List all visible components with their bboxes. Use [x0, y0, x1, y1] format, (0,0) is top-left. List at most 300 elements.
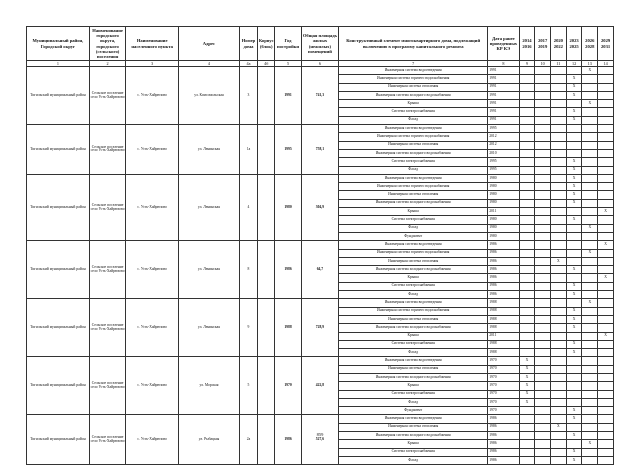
period-mark-cell — [598, 125, 614, 133]
header-house: Номер дома — [239, 27, 257, 61]
address-cell: ул. Ленинская — [179, 125, 240, 175]
period-mark-cell — [598, 315, 614, 323]
period-mark-cell — [535, 307, 551, 315]
period-mark-cell — [551, 116, 567, 124]
header-district: Муниципальный район, Городской округ — [27, 27, 90, 61]
period-mark-cell: X — [566, 116, 582, 124]
period-mark-cell — [519, 174, 535, 182]
period-mark-cell — [582, 232, 598, 240]
area-cell: 741,3 — [301, 67, 339, 125]
period-mark-cell — [582, 91, 598, 99]
period-mark-cell — [519, 282, 535, 290]
period-mark-cell — [598, 75, 614, 83]
district-cell: Тигильский муниципальный район — [27, 415, 90, 465]
period-mark-cell — [551, 83, 567, 91]
period-mark-cell — [535, 332, 551, 340]
period-mark-cell — [551, 141, 567, 149]
element-cell: Инженерная система водоотведения — [339, 241, 488, 249]
element-cell: Инженерная система отопления — [339, 315, 488, 323]
period-mark-cell — [598, 390, 614, 398]
header-row — [27, 27, 614, 61]
repair-date-cell: 2012 — [488, 141, 519, 149]
period-mark-cell — [551, 340, 567, 348]
column-number: 4 — [179, 61, 240, 67]
period-mark-cell — [598, 249, 614, 257]
repair-date-cell: 1986 — [488, 440, 519, 448]
period-mark-cell — [535, 291, 551, 299]
column-number: 3 — [126, 61, 179, 67]
period-mark-cell — [535, 125, 551, 133]
period-mark-cell — [566, 390, 582, 398]
period-mark-cell — [598, 199, 614, 207]
period-mark-cell — [566, 257, 582, 265]
period-mark-cell — [551, 282, 567, 290]
period-mark-cell — [582, 274, 598, 282]
period-mark-cell: X — [566, 291, 582, 299]
period-mark-cell — [566, 440, 582, 448]
element-cell: Крыша — [339, 440, 488, 448]
period-mark-cell: X — [566, 324, 582, 332]
repair-date-cell: 2011 — [488, 208, 519, 216]
period-mark-cell — [519, 149, 535, 157]
house-group — [27, 67, 614, 125]
repair-date-cell: 1970 — [488, 398, 519, 406]
period-mark-cell — [566, 382, 582, 390]
period-mark-cell — [598, 415, 614, 423]
column-number: 6 — [301, 61, 339, 67]
period-mark-cell: X — [566, 349, 582, 357]
repair-date-cell: 1991 — [488, 67, 519, 75]
period-mark-cell — [535, 407, 551, 415]
period-mark-cell — [535, 174, 551, 182]
period-mark-cell — [566, 232, 582, 240]
period-mark-cell — [566, 208, 582, 216]
period-mark-cell — [598, 307, 614, 315]
settlement-cell: Сельское поселение село Усть-Хайрюзово — [89, 241, 125, 299]
period-mark-cell — [551, 315, 567, 323]
element-cell: Система электроснабжения — [339, 282, 488, 290]
period-mark-cell — [551, 100, 567, 108]
column-number: 4а — [239, 61, 257, 67]
element-cell: Инженерная система горячего водоснабжения — [339, 133, 488, 141]
locality-cell: с. Усть-Хайрюзово — [126, 241, 179, 299]
repair-date-cell: 1970 — [488, 357, 519, 365]
period-mark-cell: X — [582, 299, 598, 307]
period-mark-cell — [551, 382, 567, 390]
period-mark-cell — [582, 183, 598, 191]
period-mark-cell — [582, 158, 598, 166]
header-period: 2029 2031 — [598, 27, 614, 61]
period-mark-cell — [535, 440, 551, 448]
period-mark-cell — [551, 125, 567, 133]
element-cell: Система электроснабжения — [339, 390, 488, 398]
period-mark-cell — [519, 340, 535, 348]
district-cell: Тигильский муниципальный район — [27, 67, 90, 125]
period-mark-cell: X — [566, 191, 582, 199]
period-mark-cell — [535, 116, 551, 124]
house-group — [27, 357, 614, 415]
period-mark-cell — [598, 108, 614, 116]
period-mark-cell — [551, 266, 567, 274]
period-mark-cell: X — [566, 307, 582, 315]
address-cell: ул. Комсомольская — [179, 67, 240, 125]
period-mark-cell — [551, 149, 567, 157]
period-mark-cell — [566, 398, 582, 406]
building-cell — [258, 125, 275, 175]
period-mark-cell — [582, 174, 598, 182]
period-mark-cell — [598, 232, 614, 240]
repair-date-cell: 1988 — [488, 340, 519, 348]
period-mark-cell: X — [566, 108, 582, 116]
period-mark-cell — [551, 407, 567, 415]
period-mark-cell — [582, 208, 598, 216]
period-mark-cell — [582, 332, 598, 340]
period-mark-cell — [519, 456, 535, 464]
period-mark-cell: X — [566, 266, 582, 274]
locality-cell: с. Усть-Хайрюзово — [126, 125, 179, 175]
period-mark-cell — [535, 382, 551, 390]
period-mark-cell — [582, 315, 598, 323]
period-mark-cell — [535, 75, 551, 83]
table-row — [27, 241, 614, 249]
period-mark-cell — [551, 365, 567, 373]
repair-date-cell: 1995 — [488, 158, 519, 166]
house-group — [27, 174, 614, 240]
period-mark-cell — [551, 373, 567, 381]
settlement-cell: Сельское поселение село Усть-Хайрюзово — [89, 67, 125, 125]
period-mark-cell — [582, 216, 598, 224]
column-number: 12 — [566, 61, 582, 67]
header-area: Общая площадь жилых (нежилых) помещений — [301, 27, 339, 61]
period-mark-cell — [566, 373, 582, 381]
address-cell: ул. Рыбацкая — [179, 415, 240, 465]
house-number-cell: 5 — [239, 357, 257, 415]
building-cell — [258, 415, 275, 465]
period-mark-cell — [551, 166, 567, 174]
period-mark-cell — [582, 407, 598, 415]
column-number: 8 — [488, 61, 519, 67]
period-mark-cell — [582, 415, 598, 423]
period-mark-cell: X — [566, 91, 582, 99]
building-cell — [258, 357, 275, 415]
repair-date-cell: 1991 — [488, 116, 519, 124]
period-mark-cell — [582, 149, 598, 157]
column-number: 5 — [275, 61, 301, 67]
element-cell: Инженерная система холодного водоснабжения — [339, 432, 488, 440]
period-mark-cell — [582, 365, 598, 373]
header-period: 2017 2019 — [535, 27, 551, 61]
period-mark-cell — [519, 199, 535, 207]
period-mark-cell — [566, 332, 582, 340]
period-mark-cell — [535, 158, 551, 166]
period-mark-cell: X — [582, 100, 598, 108]
period-mark-cell — [582, 291, 598, 299]
area-cell: 758,1 — [301, 125, 339, 175]
period-mark-cell — [566, 274, 582, 282]
period-mark-cell: X — [519, 373, 535, 381]
period-mark-cell: X — [566, 75, 582, 83]
period-mark-cell — [535, 249, 551, 257]
period-mark-cell — [551, 299, 567, 307]
house-group — [27, 125, 614, 175]
period-mark-cell — [598, 67, 614, 75]
period-mark-cell — [582, 324, 598, 332]
period-mark-cell: X — [566, 216, 582, 224]
period-mark-cell — [551, 456, 567, 464]
district-cell: Тигильский муниципальный район — [27, 241, 90, 299]
repair-date-cell: 1986 — [488, 249, 519, 257]
period-mark-cell: X — [566, 448, 582, 456]
period-mark-cell — [535, 274, 551, 282]
period-mark-cell — [519, 133, 535, 141]
period-mark-cell — [582, 456, 598, 464]
period-mark-cell — [535, 91, 551, 99]
period-mark-cell — [551, 357, 567, 365]
period-mark-cell — [535, 224, 551, 232]
period-mark-cell — [598, 365, 614, 373]
period-mark-cell — [598, 257, 614, 265]
period-mark-cell: X — [519, 382, 535, 390]
element-cell: Инженерная система отопления — [339, 423, 488, 431]
period-mark-cell — [598, 291, 614, 299]
repair-date-cell: 1991 — [488, 108, 519, 116]
period-mark-cell: X — [566, 83, 582, 91]
period-mark-cell — [535, 241, 551, 249]
period-mark-cell — [598, 141, 614, 149]
period-mark-cell — [519, 315, 535, 323]
period-mark-cell — [535, 257, 551, 265]
locality-cell: с. Усть-Хайрюзово — [126, 299, 179, 357]
district-cell: Тигильский муниципальный район — [27, 357, 90, 415]
repair-date-cell: 1988 — [488, 299, 519, 307]
period-mark-cell — [535, 415, 551, 423]
element-cell: Крыша — [339, 382, 488, 390]
period-mark-cell — [566, 149, 582, 157]
table-row — [27, 415, 614, 423]
period-mark-cell — [519, 423, 535, 431]
repair-date-cell: 1970 — [488, 382, 519, 390]
built-year-cell: 1986 — [275, 415, 301, 465]
element-cell: Фундамент — [339, 407, 488, 415]
period-mark-cell — [598, 158, 614, 166]
period-mark-cell — [582, 133, 598, 141]
period-mark-cell: X — [582, 224, 598, 232]
period-mark-cell — [551, 75, 567, 83]
period-mark-cell — [598, 448, 614, 456]
period-mark-cell — [551, 91, 567, 99]
period-mark-cell — [582, 448, 598, 456]
period-mark-cell — [535, 166, 551, 174]
district-cell: Тигильский муниципальный район — [27, 299, 90, 357]
element-cell: Фасад — [339, 349, 488, 357]
built-year-cell: 1970 — [275, 357, 301, 415]
period-mark-cell: X — [598, 208, 614, 216]
built-year-cell: 1988 — [275, 299, 301, 357]
repair-date-cell: 1986 — [488, 423, 519, 431]
period-mark-cell — [535, 149, 551, 157]
period-mark-cell: X — [566, 315, 582, 323]
period-mark-cell — [598, 91, 614, 99]
period-mark-cell — [519, 232, 535, 240]
header-built-year: Год постройки — [275, 27, 301, 61]
period-mark-cell — [598, 373, 614, 381]
period-mark-cell — [566, 100, 582, 108]
element-cell: Инженерная система горячего водоснабжения — [339, 75, 488, 83]
period-mark-cell — [535, 100, 551, 108]
repair-date-cell: 1986 — [488, 241, 519, 249]
area-cell: 527,6 — [301, 415, 339, 465]
repair-date-cell: 1995 — [488, 166, 519, 174]
element-cell: Инженерная система отопления — [339, 191, 488, 199]
element-cell: Фасад — [339, 166, 488, 174]
period-mark-cell: X — [519, 365, 535, 373]
element-cell: Инженерная система водоотведения — [339, 357, 488, 365]
period-mark-cell — [519, 108, 535, 116]
element-cell: Инженерная система водоотведения — [339, 415, 488, 423]
element-cell: Инженерная система холодного водоснабжения — [339, 149, 488, 157]
element-cell: Инженерная система горячего водоснабжения — [339, 183, 488, 191]
settlement-cell: Сельское поселение село Усть-Хайрюзово — [89, 174, 125, 240]
period-mark-cell — [582, 282, 598, 290]
period-mark-cell — [598, 456, 614, 464]
period-mark-cell — [551, 291, 567, 299]
repair-date-cell: 1980 — [488, 216, 519, 224]
period-mark-cell — [566, 365, 582, 373]
period-mark-cell — [598, 324, 614, 332]
repair-date-cell: 2010 — [488, 149, 519, 157]
repair-date-cell: 1991 — [488, 100, 519, 108]
period-mark-cell — [551, 390, 567, 398]
header-period: 2023 2025 — [566, 27, 582, 61]
document-sheet — [26, 26, 614, 465]
element-cell: Фасад — [339, 224, 488, 232]
table-row — [27, 67, 614, 75]
period-mark-cell — [598, 116, 614, 124]
building-cell — [258, 174, 275, 240]
repair-date-cell: 1970 — [488, 365, 519, 373]
district-cell: Тигильский муниципальный район — [27, 174, 90, 240]
element-cell: Крыша — [339, 208, 488, 216]
period-mark-cell — [535, 108, 551, 116]
header-address: Адрес — [179, 27, 240, 61]
period-mark-cell — [535, 191, 551, 199]
header-element: Конструктивный элемент многоквартирного дома, подлежащий включению в программу капитального ремонта — [339, 27, 488, 61]
house-number-cell: 9 — [239, 299, 257, 357]
element-cell: Крыша — [339, 100, 488, 108]
period-mark-cell — [582, 166, 598, 174]
period-mark-cell — [582, 257, 598, 265]
element-cell: Инженерная система отопления — [339, 141, 488, 149]
period-mark-cell — [551, 183, 567, 191]
period-mark-cell — [535, 282, 551, 290]
header-period: 2014 2016 — [519, 27, 535, 61]
house-number-cell: 4 — [239, 174, 257, 240]
period-mark-cell — [582, 349, 598, 357]
header-period: 2020 2022 — [551, 27, 567, 61]
period-mark-cell: X — [582, 440, 598, 448]
period-mark-cell — [598, 133, 614, 141]
period-mark-cell — [519, 125, 535, 133]
house-group — [27, 415, 614, 465]
period-mark-cell — [598, 440, 614, 448]
period-mark-cell — [551, 199, 567, 207]
period-mark-cell — [582, 116, 598, 124]
period-mark-cell — [519, 291, 535, 299]
period-mark-cell — [535, 324, 551, 332]
address-cell: ул. Ленинская — [179, 241, 240, 299]
built-year-cell: 1980 — [275, 174, 301, 240]
built-year-cell: 1986 — [275, 241, 301, 299]
repair-date-cell: 1980 — [488, 183, 519, 191]
locality-cell: с. Усть-Хайрюзово — [126, 67, 179, 125]
period-mark-cell — [519, 100, 535, 108]
period-mark-cell — [519, 67, 535, 75]
built-year-cell: 1995 — [275, 125, 301, 175]
element-cell: Инженерная система отопления — [339, 365, 488, 373]
repair-date-cell: 1991 — [488, 83, 519, 91]
period-mark-cell — [535, 141, 551, 149]
district-cell: Тигильский муниципальный район — [27, 125, 90, 175]
period-mark-cell — [582, 398, 598, 406]
period-mark-cell: X — [519, 398, 535, 406]
period-mark-cell — [551, 332, 567, 340]
column-number: 9 — [519, 61, 535, 67]
repair-date-cell: 1980 — [488, 224, 519, 232]
period-mark-cell — [535, 199, 551, 207]
period-mark-cell: X — [566, 415, 582, 423]
period-mark-cell — [535, 183, 551, 191]
settlement-cell: Сельское поселение село Усть-Хайрюзово — [89, 299, 125, 357]
repair-date-cell: 1986 — [488, 448, 519, 456]
repair-date-cell: 1991 — [488, 91, 519, 99]
settlement-cell: Сельское поселение село Усть-Хайрюзово — [89, 125, 125, 175]
element-cell: Система электроснабжения — [339, 448, 488, 456]
element-cell: Инженерная система водоотведения — [339, 299, 488, 307]
period-mark-cell: X — [566, 340, 582, 348]
period-mark-cell — [551, 415, 567, 423]
repair-date-cell: 1980 — [488, 199, 519, 207]
repair-date-cell: 1986 — [488, 415, 519, 423]
repair-date-cell: 1995 — [488, 125, 519, 133]
period-mark-cell — [582, 75, 598, 83]
period-mark-cell — [551, 174, 567, 182]
period-mark-cell — [551, 216, 567, 224]
repair-date-cell: 1988 — [488, 315, 519, 323]
element-cell: Инженерная система холодного водоснабжения — [339, 373, 488, 381]
period-mark-cell — [519, 141, 535, 149]
element-cell: Система электроснабжения — [339, 158, 488, 166]
period-mark-cell — [519, 299, 535, 307]
period-mark-cell — [535, 373, 551, 381]
period-mark-cell — [519, 415, 535, 423]
period-mark-cell — [535, 299, 551, 307]
period-mark-cell — [519, 349, 535, 357]
period-mark-cell — [582, 191, 598, 199]
repair-date-cell: 1970 — [488, 390, 519, 398]
repair-date-cell: 2012 — [488, 133, 519, 141]
capital-repair-table — [26, 26, 614, 465]
period-mark-cell — [535, 365, 551, 373]
period-mark-cell — [551, 440, 567, 448]
period-mark-cell — [535, 232, 551, 240]
period-mark-cell — [551, 108, 567, 116]
period-mark-cell — [566, 249, 582, 257]
period-mark-cell: X — [566, 456, 582, 464]
period-mark-cell — [582, 373, 598, 381]
house-group — [27, 241, 614, 299]
element-cell: Инженерная система холодного водоснабжения — [339, 199, 488, 207]
period-mark-cell: X — [566, 174, 582, 182]
